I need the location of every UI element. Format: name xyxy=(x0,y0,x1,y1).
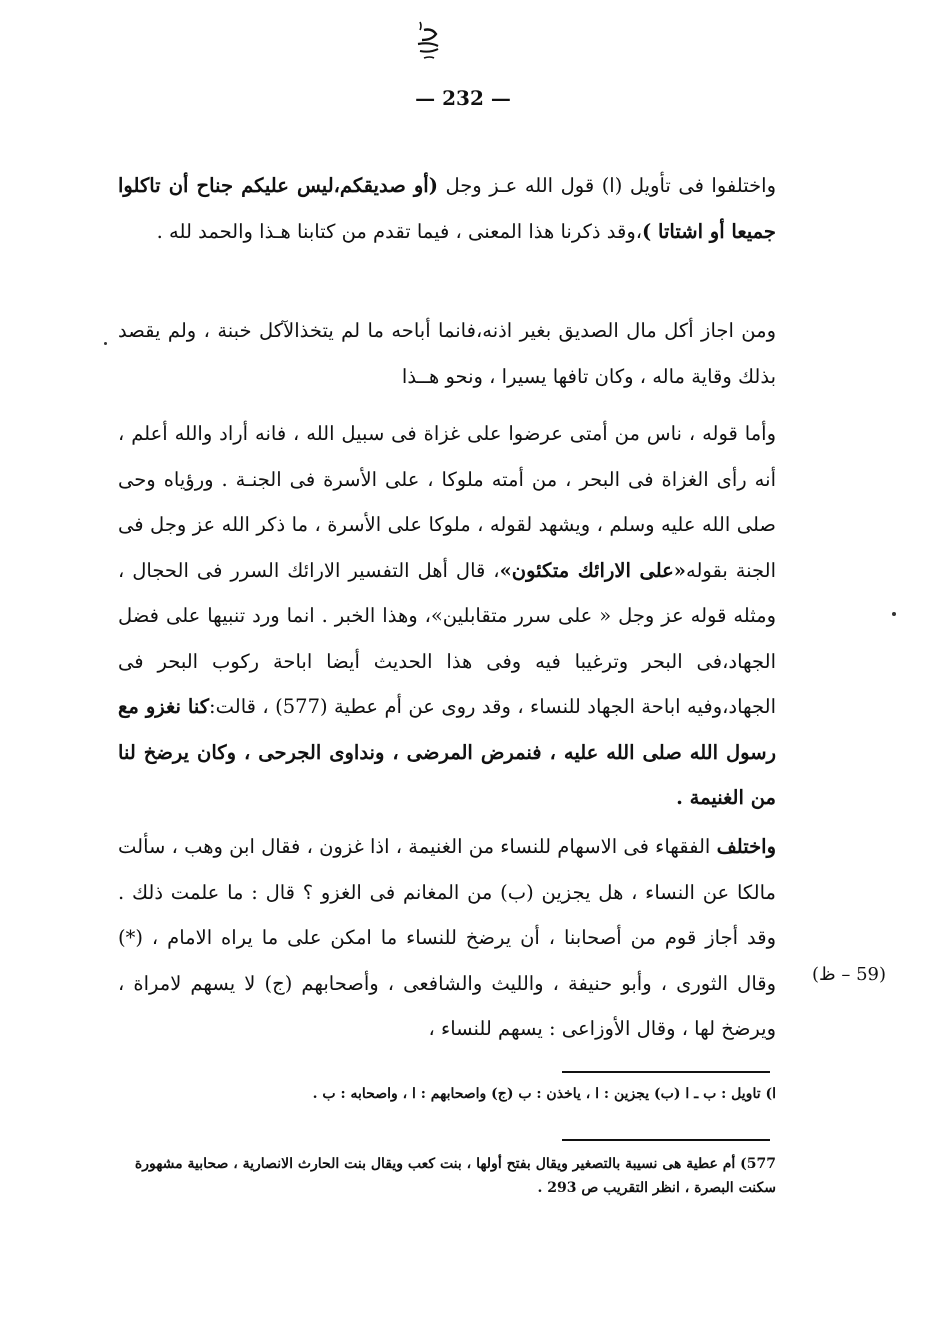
speck xyxy=(104,342,107,345)
footnote-divider xyxy=(562,1139,770,1141)
paragraph-1-text: ،وقد ذكرنا هذا المعنى ، فيما تقدم من كتابنا هـذا والحمد لله . xyxy=(156,219,643,243)
footnote-divider xyxy=(562,1071,770,1073)
paragraph-3-text: ، قال أهل التفسير الارائك السرر فى الحجال ، ومثله قوله عز وجل « على سرر متقابلين»، وهذا الخبر . انما ورد تنبيها على فضل الجهاد،فى البحر وترغيبا فيه وفى هذا الحديث أيضا اباحة ركوب البحر فى الجهاد،وفيه اباحة الجهاد للنساء ، وقد روى عن أم عطية (577) ، قالت: xyxy=(118,558,776,718)
quran-quote: «على الارائك متكئون» xyxy=(499,558,686,582)
paragraph-4-lead: واختلف xyxy=(716,835,776,858)
footnote-577: 577) أم عطية هى نسيبة بالتصغير ويقال بفتح أولها ، بنت كعب ويقال بنت الحارث الانصارية ، صحابية مشهورة سكنت البصرة ، انظر التقريب ص 293 . xyxy=(134,1156,776,1196)
quran-quote: (أو صديقكم،ليس عليكم جناح أن تاكلوا جميعا أو اشتاتا ) xyxy=(118,174,776,243)
paragraph-4 xyxy=(118,824,776,1052)
paragraph-3-text: وأما قوله ، ناس من أمتى عرضوا على غزاة فى سبيل الله ، فانه أراد والله أعلم ، أنه رأى الغزاة فى البحر ، من أمته ملوكا ، على الأسرة فى الجنـة . ورؤياه وحى صلى الله عليه وسلم ، ويشهد لقوله ، ملوكا على الأسرة ، ما ذكر الله عز وجل فى الجنة بقوله xyxy=(118,422,776,582)
paragraph-4-text: الفقهاء فى الاسهام للنساء من الغنيمة ، اذا غزون ، فقال ابن وهب ، سألت مالكا عن النساء ، هل يجزين (ب) من المغانم فى الغزو ؟ قال : ما علمت ذلك . وقد أجاز قوم من أصحابنا ، أن يرضخ للنساء ما امكن على ما يراه الامام ، (*) وقال الثورى ، وأبو حنيفة ، والليث والشافعى ، وأصحابهم (ج) لا يسهم لامراة ، ويرضخ لها ، وقال الأوزاعى : يسهم للنساء ، xyxy=(118,835,776,1040)
paragraph-3 xyxy=(118,411,776,821)
hadith-quote: كنا نغزو مع رسول الله صلى الله عليه ، فنمرض المرضى ، ونداوى الجرحى ، وكان يرضخ لنا من الغنيمة . xyxy=(118,695,776,809)
paragraph-1-text: واختلفوا فى تأويل (ا) قول الله عـز وجل xyxy=(437,174,777,197)
paragraph-2 xyxy=(118,308,776,399)
speck xyxy=(892,612,896,616)
margin-note: (59 – ظ) xyxy=(811,964,886,985)
footnote-variants: ا) تاويل : ب ـ ا (ب) يجزين : ا ، ياخذن : ب (ج) واصحابهم : ا ، واصحابه : ب . xyxy=(312,1086,776,1102)
page-number: — 232 — xyxy=(415,86,511,110)
paragraph-2-text: ومن اجاز أكل مال الصديق بغير اذنه،فانما أباحه ما لم يتخذالآكل خبنة ، ولم يقصد بذلك وقاية ماله ، وكان تافها يسيرا ، ونحو هــذا xyxy=(118,319,776,388)
paragraph-1 xyxy=(118,163,776,254)
ornament-icon xyxy=(410,18,446,66)
